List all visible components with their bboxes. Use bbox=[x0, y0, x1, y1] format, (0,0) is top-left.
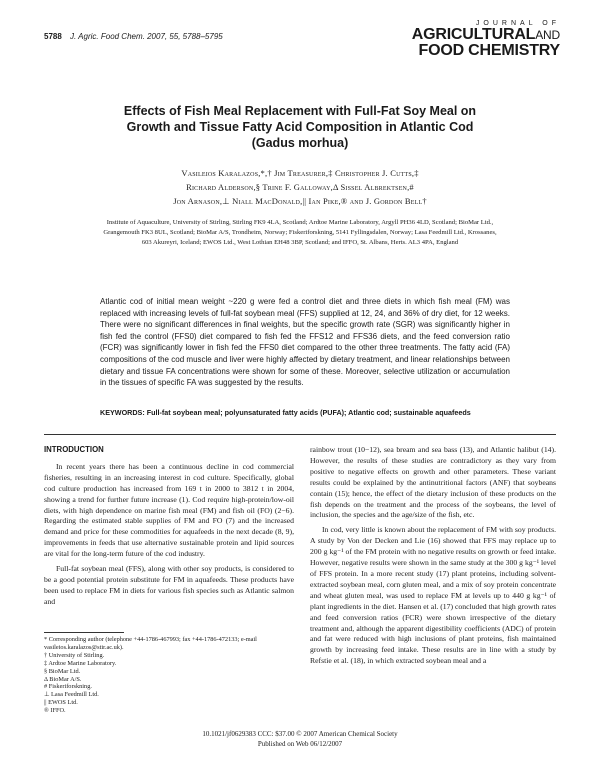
footnote-divider bbox=[44, 632, 124, 633]
logo-line-2: AGRICULTURAL bbox=[411, 26, 536, 43]
title-line-3: (Gadus morhua) bbox=[251, 136, 349, 150]
logo-line-3: FOOD CHEMISTRY bbox=[418, 42, 560, 59]
page-header bbox=[44, 32, 223, 41]
authors-line-1: Vasileios Karalazos,*,† Jim Treasurer,‡ Christopher J. Cutts,‡ bbox=[181, 168, 419, 178]
page-footer bbox=[140, 730, 460, 749]
footnote: ⊥ Lasa Feedmill Ltd. bbox=[44, 691, 99, 699]
paragraph: rainbow trout (10−12), sea bream and sea bass (13), and Atlantic halibut (14). However, the results of these studies are contradictory as they vary from positive to negative effects on growth and other parameters. These variant results could be explained by the antinutritional factors (ANF) that soybeans contain (15); hence, the effect of the dietary inclusion of these products on the fish depends on the treatment and the process of the soybeans, the level of inclusion, the species and the age/size of the fish, etc. bbox=[310, 445, 556, 520]
publication-date: Published on Web 06/12/2007 bbox=[257, 739, 343, 748]
doi-line: 10.1021/jf0629383 CCC: $37.00 © 2007 American Chemical Society bbox=[202, 730, 398, 738]
author-list bbox=[110, 166, 490, 208]
journal-citation: J. Agric. Food Chem. 2007, 55, 5788–5795 bbox=[70, 32, 223, 41]
introduction-heading: INTRODUCTION bbox=[44, 445, 104, 454]
paragraph: In cod, very little is known about the replacement of FM with soy products. A study by Von der Decken and Lie (16) showed that FFS may replace up to 200 g kg⁻¹ of the FM protein with no negative results on growth or feed intake. However, negative results were shown in the same study at the 300 g kg⁻¹ level of FFS protein. In a more recent study (17) plant proteins, including solvent-extracted soybean meal, corn gluten meal, and a mix of soy protein concentrate and wheat gluten meal, was used to replace FM at levels up to 440 g kg⁻¹ of plant ingredients in the diet. Hansen et al. (17) concluded that high growth rates and feed conversion ratios (FCR) were shown irrespective of the dietary treatment and, although the apparent digestibility coefficients (ADC) of protein and fat were reduced with high inclusions of plant proteins, fish maintained growth by increasing feed intake. These results are in line with a study by Refstie et al. (18), in which extracted soybean meal and a bbox=[310, 525, 556, 666]
footnote: † University of Stirling. bbox=[44, 651, 105, 659]
footnote: Δ BioMar A/S. bbox=[44, 675, 82, 683]
journal-logo bbox=[412, 20, 560, 59]
keywords bbox=[100, 408, 510, 418]
paragraph: Full-fat soybean meal (FFS), along with other soy products, is considered to be a good potential protein substitute for FM in aquafeeds. These products have been used to replace FM in diets for various fish species such as Atlantic salmon and bbox=[44, 564, 294, 606]
footnote: || EWOS Ltd. bbox=[44, 699, 78, 707]
footnote: § BioMar Ltd. bbox=[44, 667, 81, 675]
footnote: # Fiskeriforskning. bbox=[44, 683, 92, 691]
authors-line-2: Richard Alderson,§ Trine F. Galloway,Δ Sissel Albrektsen,# bbox=[186, 182, 414, 192]
body-column-right bbox=[310, 445, 556, 671]
keywords-text: Full-fat soybean meal; polyunsaturated fatty acids (PUFA); Atlantic cod; sustainable aquafeeds bbox=[146, 408, 471, 417]
title-line-1: Effects of Fish Meal Replacement with Full-Fat Soy Meal on bbox=[123, 104, 477, 118]
authors-line-3: Jon Arnason,⊥ Niall MacDonald,|| Ian Pike,® and J. Gordon Bell† bbox=[173, 196, 427, 206]
section-divider bbox=[44, 434, 556, 435]
affiliations: Institute of Aquaculture, University of Stirling, Stirling FK9 4LA, Scotland; Ardtoe Marine Laboratory, Argyll PH36 4LD, Scotland; BioMar Ltd., Grangemouth FK3 8UL, Scotland; BioMar A/S, Trondheim, Norway; Fiskeriforskning, 5141 Fyllingsdalen, Norway; Lasa Feedmill Ltd., Krossanes, 603 Akureyri, Iceland; EWOS Ltd., West Lothian EH48 3BP, Scotland; and IFFO, St. Albans, Herts. AL3 4PA, England bbox=[103, 219, 497, 246]
logo-and: AND bbox=[535, 28, 560, 42]
keywords-label: KEYWORDS: bbox=[100, 408, 145, 417]
logo-line-1: JOURNAL OF bbox=[475, 20, 560, 27]
footnote: * Corresponding author (telephone +44-1786-467993; fax +44-1786-472133; e-mail vasileios.karalazos@stir.ac.uk). bbox=[44, 636, 257, 651]
abstract: Atlantic cod of initial mean weight ~220 g were fed a control diet and three diets in which fish meal (FM) was replaced with increasing levels of full-fat soybean meal (FFS) supplied at 12, 24, and 36% of dry diet, for 12 weeks. There were no significant differences in final weights, but the specific growth rate (SGR) was significantly higher in fish fed the control (FFS0) diet compared to fish fed the FFS12 and FFS36 diets, and the feed conversion ratio (FCR) was significantly lower in fish fed the FFS0 diet compared to the other three treatments. The fatty acid (FA) compositions of the cod muscle and liver were highly affected by dietary treatment, and linear relationships between dietary and tissue FA concentrations were shown for some of these. Moreover, selective utilization or accumulation in the tissues of specific FA was suggested by the results. bbox=[100, 297, 510, 388]
footnote: ® IFFO. bbox=[44, 707, 66, 715]
footnotes bbox=[44, 636, 294, 715]
body-column-left bbox=[44, 445, 294, 612]
paragraph: In recent years there has been a continuous decline in cod commercial fisheries, resulting in an increasing interest in cod culture. Specifically, global cod culture production has increased from 169 t in 2000 to 3812 t in 2004, showing a trend for further future increase (1). Cod require high-protein/low-oil diets, with high dependence on marine fish meal (FM) and fish oil (FO) (2−6). Regarding the estimated stable supplies of FM and FO (7) and the increased demand and price for these commodities for aquafeeds in the next decade (8, 9), improvements in feeds that use alternative sustainable protein and lipid sources are vital for the long-term future of the cod industry. bbox=[44, 461, 294, 559]
page-number: 5788 bbox=[44, 32, 62, 41]
footnote: ‡ Ardtoe Marine Laboratory. bbox=[44, 659, 117, 667]
title-line-2: Growth and Tissue Fatty Acid Composition in Atlantic Cod bbox=[126, 120, 474, 134]
article-title bbox=[100, 103, 500, 151]
